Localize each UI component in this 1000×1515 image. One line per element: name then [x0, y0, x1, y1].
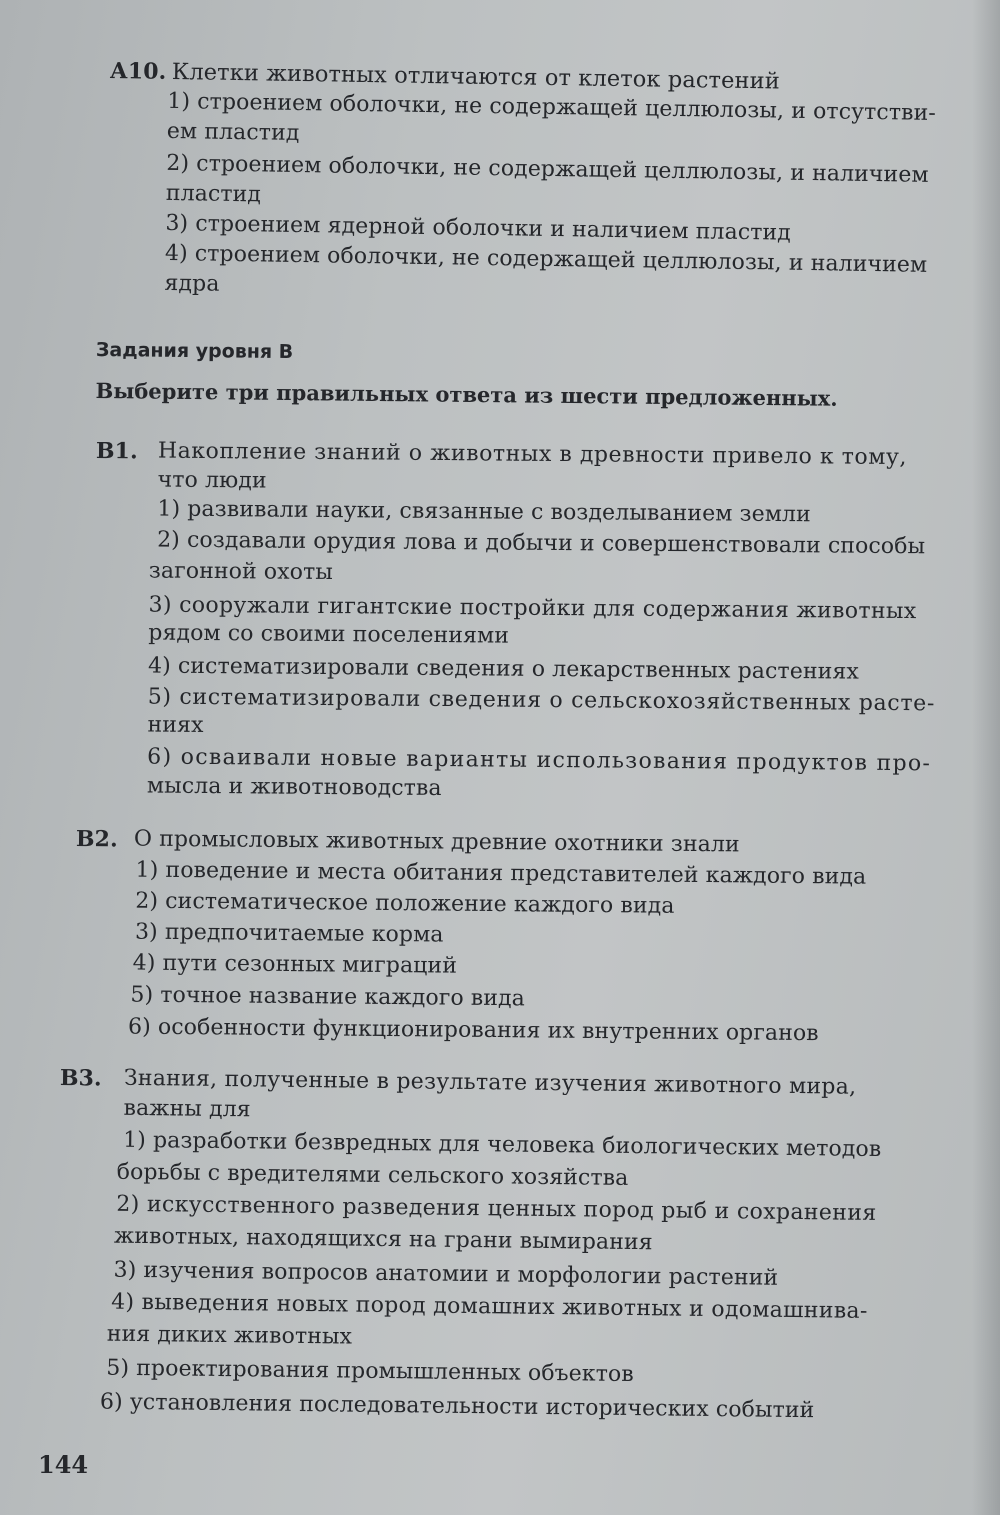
answer-line: 6) особенности функционирования их внутренних органов — [127, 1014, 819, 1047]
question-label: В3. — [59, 1065, 102, 1092]
answer-line: 2) систематическое положение каждого вида — [135, 888, 675, 919]
answer-line: 3) строением ядерной оболочки и наличием пластид — [165, 210, 792, 246]
answer-line: животных, находящихся на грани вымирания — [113, 1223, 653, 1256]
answer-line: 4) пути сезонных миграций — [132, 950, 458, 979]
answer-line: ния диких животных — [106, 1321, 353, 1350]
answer-line: 2) строением оболочки, не содержащей целлюлозы, и наличием — [166, 150, 929, 188]
question-text: Клетки животных отличаются от клеток растений — [171, 58, 780, 95]
question-label: А10. — [109, 58, 167, 85]
answer-line: ем пластид — [166, 118, 300, 146]
answer-line: 3) предпочитаемые корма — [134, 919, 444, 948]
question-label: В2. — [75, 826, 118, 853]
question-a10 — [1, 0, 1000, 297]
answer-line: 4) систематизировали сведения о лекарственных растениях — [147, 653, 860, 685]
page-number: 144 — [38, 1450, 89, 1479]
question-text: О промысловых животных древние охотники знали — [133, 826, 740, 858]
answer-line: рядом со своими поселениями — [148, 620, 510, 649]
answer-line: загонной охоты — [148, 558, 334, 586]
answer-line: 2) искусственного разведения ценных пород рыб и сохранения — [116, 1191, 877, 1226]
answer-line: мысла и животноводства — [146, 773, 442, 802]
answer-line: 1) поведение и места обитания представителей каждого вида — [135, 857, 867, 890]
question-text: Накопление знаний о животных в древности привело к тому, — [157, 438, 908, 471]
answer-line: 2) создавали орудия лова и добычи и совершенствовали способы — [157, 527, 926, 560]
answer-line: 5) систематизировали сведения о сельскохозяйственных расте- — [147, 684, 936, 717]
answer-line: 1) развивали науки, связанные с возделыванием земли — [157, 496, 811, 528]
page-edge-shadow — [972, 0, 1000, 1515]
question-text: Знания, полученные в результате изучения животного мира, — [123, 1065, 857, 1100]
answer-line: пластид — [165, 180, 262, 208]
answer-line: 6) осваивали новые варианты использования продуктов про- — [147, 744, 932, 777]
question-label: В1. — [95, 438, 138, 465]
answer-line: борьбы с вредителями сельского хозяйства — [116, 1159, 629, 1191]
answer-line: 4) выведения новых пород домашних животных и одомашнива- — [111, 1289, 868, 1324]
answer-line: ниях — [147, 712, 204, 738]
answer-line: 5) проектирования промышленных объектов — [106, 1355, 634, 1388]
answer-line: 3) изучения вопросов анатомии и морфологии растений — [113, 1257, 779, 1291]
answer-line: ядра — [164, 270, 220, 297]
answer-line: 4) строением оболочки, не содержащей целлюлозы, и наличием — [164, 240, 928, 278]
question-text: что люди — [157, 467, 267, 494]
answer-line: 3) сооружали гигантские постройки для содержания животных — [148, 592, 917, 625]
answer-line: 1) разработки безвредных для человека биологических методов — [122, 1127, 882, 1163]
section-heading: Задания уровня В — [95, 339, 294, 364]
answer-line: 1) строением оболочки, не содержащей целлюлозы, и отсутстви- — [167, 88, 937, 126]
answer-line: 6) установления последовательности исторических событий — [99, 1389, 815, 1424]
section-instruction: Выберите три правильных ответа из шести предложенных. — [95, 377, 838, 411]
answer-line: 5) точное название каждого вида — [130, 982, 526, 1012]
question-text: важны для — [123, 1095, 251, 1123]
